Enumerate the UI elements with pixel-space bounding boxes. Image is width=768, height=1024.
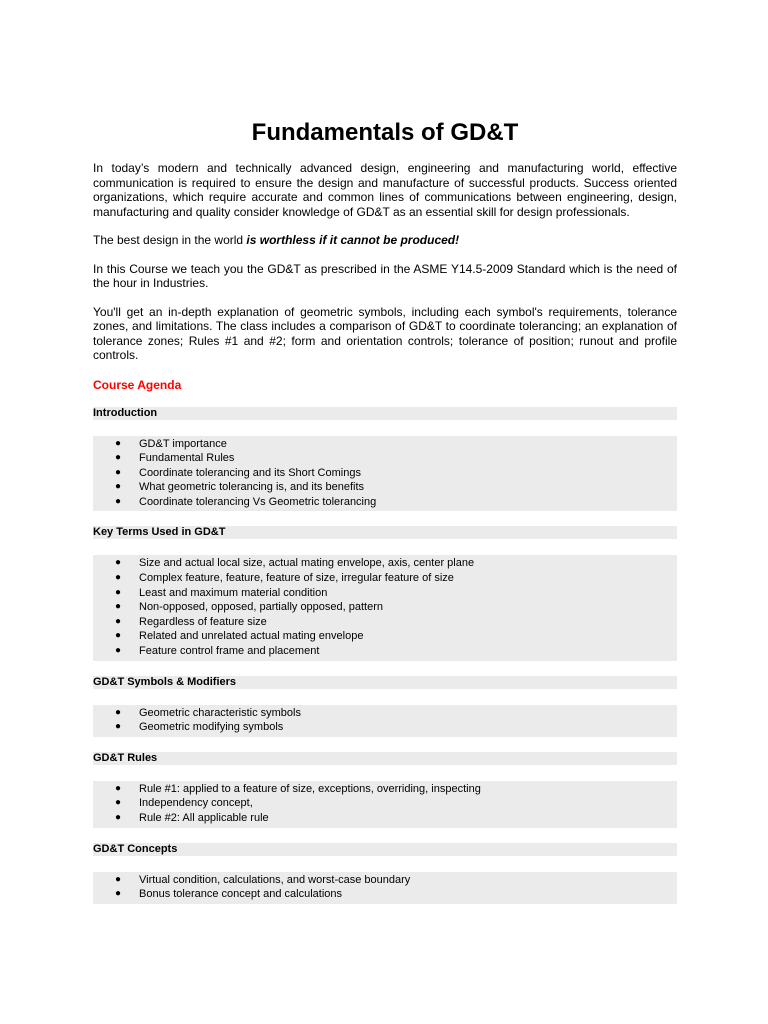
section-list-introduction bbox=[93, 436, 677, 512]
bullet-icon: ● bbox=[115, 557, 122, 569]
list-item bbox=[93, 571, 677, 586]
list-item-text: Independency concept, bbox=[139, 797, 253, 810]
list-item-text: Non-opposed, opposed, partially opposed, pattern bbox=[139, 601, 384, 614]
list-item-text: Feature control frame and placement bbox=[139, 645, 320, 658]
document-title: Fundamentals of GD&T bbox=[251, 119, 519, 146]
bullet-icon: ● bbox=[115, 706, 122, 718]
list-item bbox=[93, 451, 677, 466]
list-item bbox=[93, 556, 677, 571]
list-item bbox=[93, 586, 677, 601]
bullet-icon: ● bbox=[115, 630, 122, 642]
list-item-text: Size and actual local size, actual mating envelope, axis, center plane bbox=[139, 557, 475, 570]
intro-paragraph: In today’s modern and technically advanced design, engineering and manufacturing world, effective communication is required to ensure the design and manufacture of successful products. Success oriented organizations, which require accurate and common lines of communications between engineering, design, manufacturing and quality consider knowledge of GD&T as an essential skill for design professionals. bbox=[93, 161, 677, 219]
list-item-text: GD&T importance bbox=[139, 437, 227, 450]
list-item bbox=[93, 782, 677, 797]
list-item-text: Coordinate tolerancing and its Short Comings bbox=[139, 466, 361, 479]
bullet-icon: ● bbox=[115, 452, 122, 464]
section-heading-concepts: GD&T Concepts bbox=[93, 843, 677, 856]
course-teach-paragraph: In this Course we teach you the GD&T as prescribed in the ASME Y14.5-2009 Standard which is the need of the hour in Industries. bbox=[93, 261, 677, 290]
list-item-text: Bonus tolerance concept and calculations bbox=[139, 888, 343, 901]
best-design-emphasis: is worthless if it cannot be produced! bbox=[246, 233, 460, 247]
section-list-key-terms bbox=[93, 555, 677, 660]
section-list-rules bbox=[93, 781, 677, 828]
list-item bbox=[93, 466, 677, 481]
list-item-text: Regardless of feature size bbox=[139, 615, 267, 628]
bullet-icon: ● bbox=[115, 888, 122, 900]
section-list-symbols-modifiers bbox=[93, 705, 677, 737]
bullet-icon: ● bbox=[115, 481, 122, 493]
list-item-text: Complex feature, feature, feature of size, irregular feature of size bbox=[139, 572, 454, 585]
bullet-icon: ● bbox=[115, 601, 122, 613]
list-item bbox=[93, 873, 677, 888]
section-heading-symbols-modifiers: GD&T Symbols & Modifiers bbox=[93, 676, 677, 689]
list-item-text: Related and unrelated actual mating envelope bbox=[139, 630, 364, 643]
list-item bbox=[93, 644, 677, 659]
list-item-text: Virtual condition, calculations, and worst-case boundary bbox=[139, 873, 411, 886]
list-item bbox=[93, 437, 677, 452]
list-item bbox=[93, 887, 677, 902]
list-item bbox=[93, 706, 677, 721]
section-heading-rules: GD&T Rules bbox=[93, 752, 677, 765]
document-page bbox=[93, 0, 677, 904]
list-item bbox=[93, 629, 677, 644]
bullet-icon: ● bbox=[115, 586, 122, 598]
best-design-paragraph bbox=[93, 233, 677, 248]
list-item-text: What geometric tolerancing is, and its benefits bbox=[139, 481, 365, 494]
bullet-icon: ● bbox=[115, 572, 122, 584]
list-item-text: Geometric characteristic symbols bbox=[139, 706, 301, 719]
section-heading-key-terms: Key Terms Used in GD&T bbox=[93, 526, 677, 539]
list-item-text: Fundamental Rules bbox=[139, 452, 235, 465]
bullet-icon: ● bbox=[115, 721, 122, 733]
list-item bbox=[93, 615, 677, 630]
section-heading-introduction: Introduction bbox=[93, 407, 677, 420]
list-item-text: Coordinate tolerancing Vs Geometric tolerancing bbox=[139, 495, 377, 508]
section-list-concepts bbox=[93, 872, 677, 904]
course-agenda-heading: Course Agenda bbox=[93, 377, 182, 392]
bullet-icon: ● bbox=[115, 437, 122, 449]
bullet-icon: ● bbox=[115, 782, 122, 794]
bullet-icon: ● bbox=[115, 466, 122, 478]
bullet-icon: ● bbox=[115, 812, 122, 823]
list-item-text: Geometric modifying symbols bbox=[139, 721, 284, 734]
list-item-text: Rule #2: All applicable rule bbox=[139, 812, 269, 824]
list-item-text: Least and maximum material condition bbox=[139, 586, 328, 599]
bullet-icon: ● bbox=[115, 495, 122, 507]
list-item-text: Rule #1: applied to a feature of size, exceptions, overriding, inspecting bbox=[139, 782, 481, 795]
bullet-icon: ● bbox=[115, 645, 122, 657]
list-item bbox=[93, 720, 677, 735]
list-item bbox=[93, 796, 677, 811]
bullet-icon: ● bbox=[115, 615, 122, 627]
list-item bbox=[93, 600, 677, 615]
bullet-icon: ● bbox=[115, 797, 122, 809]
in-depth-paragraph: You'll get an in-depth explanation of geometric symbols, including each symbol's requirements, tolerance zones, and limitations. The class includes a comparison of GD&T to coordinate tolerancing; an explanation of tolerance zones; Rules #1 and #2; form and orientation controls; tolerance of position; runout and profile controls. bbox=[93, 304, 677, 362]
list-item bbox=[93, 480, 677, 495]
bullet-icon: ● bbox=[115, 873, 122, 885]
best-design-text: The best design in the world bbox=[93, 233, 247, 247]
list-item bbox=[93, 495, 677, 510]
list-item bbox=[93, 811, 677, 826]
